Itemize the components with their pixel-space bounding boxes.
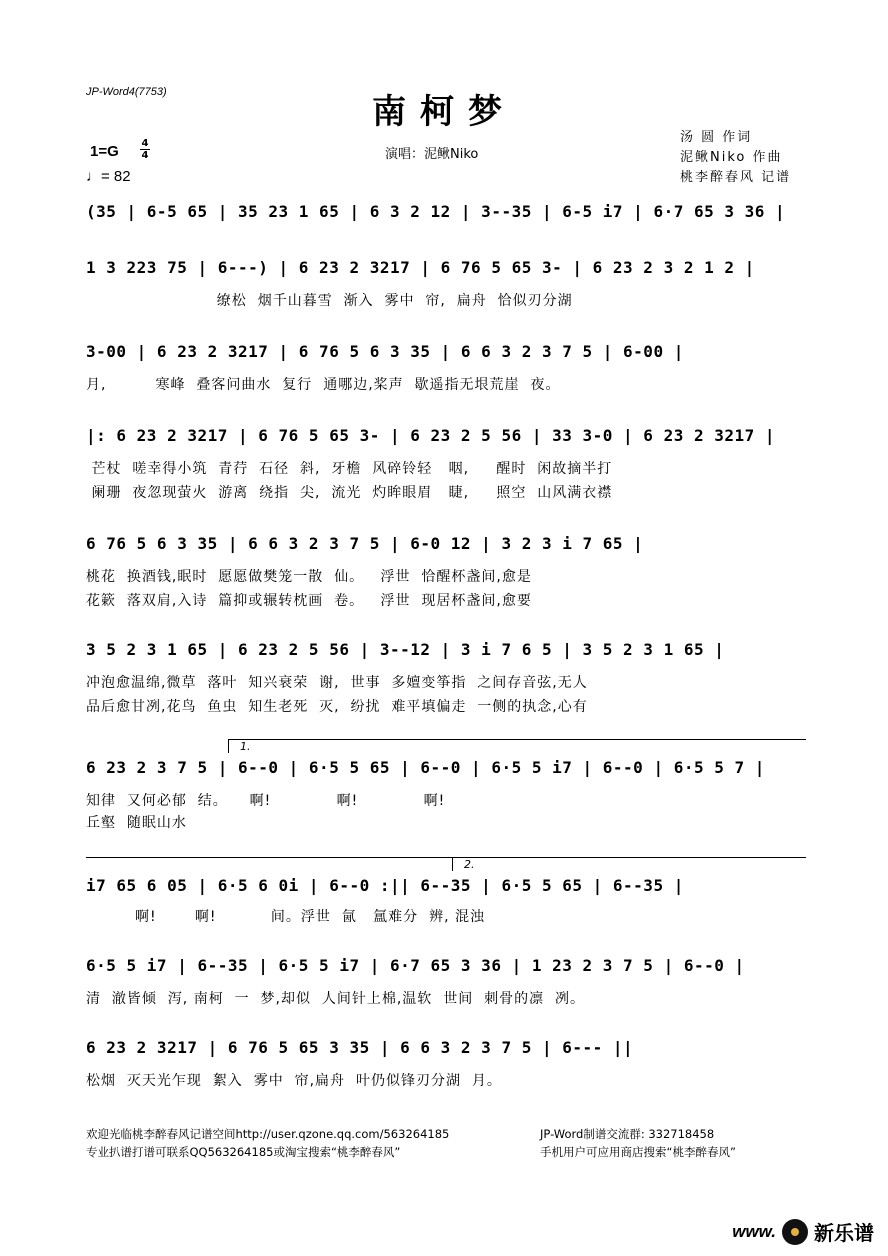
lyric-row-6a: 冲泡愈温绵,微草 落叶 知兴衰荣 谢, 世事 多嬗变筝指 之间存音弦,无人 (86, 675, 588, 691)
notation-row-6: 3 5 2 3 1 65 | 6 23 2 5 56 | 3--12 | 3 i 7 6 5 | 3 5 2 3 1 65 | (86, 640, 725, 659)
lyric-row-7b: 丘壑 随眠山水 (86, 815, 187, 831)
volta-2-hook (452, 857, 453, 871)
tempo-marking: ♩= 82 (86, 168, 131, 185)
lyric-row-5b: 花簌 落双肩,入诗 篇抑或辗转枕画 卷。 浮世 现居杯盏间,愈要 (86, 593, 532, 609)
lyric-row-7a: 知律 又何必郁 结。 啊! 啊! 啊! (86, 793, 446, 809)
lyric-row-8a: 啊! 啊! 间。浮世 氤 氲难分 辨, 混浊 (86, 909, 485, 925)
time-signature (140, 139, 150, 160)
lyric-row-2a: 缭松 烟千山暮雪 渐入 雾中 帘, 扁舟 恰似刃分湖 (86, 293, 573, 309)
volta-1-continuation (86, 857, 456, 858)
time-sig-top: 4 (141, 138, 149, 149)
notation-row-7: 6 23 2 3 7 5 | 6--0 | 6·5 5 65 | 6--0 | 6·5 5 i7 | 6--0 | 6·5 5 7 | (86, 758, 765, 777)
notation-row-4: |: 6 23 2 3217 | 6 76 5 65 3- | 6 23 2 5 56 | 33 3-0 | 6 23 2 3217 | (86, 426, 776, 445)
volta-1-bracket (228, 739, 806, 740)
lyric-row-6b: 品后愈甘冽,花鸟 鱼虫 知生老死 灭, 纷扰 难平填偏走 一侧的执念,心有 (86, 699, 588, 715)
notation-row-10: 6 23 2 3217 | 6 76 5 65 3 35 | 6 6 3 2 3 7 5 | 6--- || (86, 1038, 634, 1057)
lyricist-credit: 汤 圆 作词 (680, 130, 753, 145)
composer-credit: 泥鳅Niko 作曲 (680, 150, 783, 165)
notation-row-9: 6·5 5 i7 | 6--35 | 6·5 5 i7 | 6·7 65 3 36 | 1 23 2 3 7 5 | 6--0 | (86, 956, 745, 975)
watermark-www: www. (732, 1221, 776, 1241)
footer-line1-left: 欢迎光临桃李醉春风记谱空间http://user.qzone.qq.com/563264185 (86, 1127, 450, 1141)
volta-2-bracket (452, 857, 806, 858)
vinyl-disc-icon (782, 1219, 808, 1245)
lyric-row-5a: 桃花 换酒钱,眠时 愿愿做樊笼一散 仙。 浮世 恰醒杯盏间,愈是 (86, 569, 532, 585)
notation-row-3: 3-00 | 6 23 2 3217 | 6 76 5 6 3 35 | 6 6 3 2 3 7 5 | 6-00 | (86, 342, 684, 361)
lyric-row-9a: 清 澈皆倾 泻, 南柯 一 梦,却似 人间针上棉,温软 世间 刺骨的凛 冽。 (86, 991, 586, 1007)
key-signature: 1=G (90, 143, 119, 160)
volta-1-label: 1. (240, 740, 251, 753)
watermark-brand: 新乐谱 (814, 1221, 874, 1245)
site-watermark (732, 1217, 874, 1246)
notation-row-8: i7 65 6 05 | 6·5 6 0i | 6--0 :|| 6--35 | 6·5 5 65 | 6--35 | (86, 876, 684, 895)
transcriber-credit: 桃李醉春风 记谱 (680, 170, 792, 185)
lyric-row-4a: 芒杖 嗟幸得小筑 青荇 石径 斜, 牙檐 风碎铃轻 咽, 醒时 闲故摘半打 (86, 461, 613, 477)
lyric-row-10a: 松烟 灭天光乍现 絮入 雾中 帘,扁舟 叶仍似锋刃分湖 月。 (86, 1073, 502, 1089)
singer-credit: 演唱：泥鳅Niko (385, 147, 479, 162)
time-sig-bottom: 4 (141, 150, 149, 161)
footer-line2-right: 手机用户可应用商店搜索“桃李醉春风” (540, 1145, 736, 1159)
volta-2-label: 2. (464, 858, 475, 871)
software-tag: JP-Word4(7753) (86, 86, 167, 98)
notation-row-2: 1 3 223 75 | 6---) | 6 23 2 3217 | 6 76 5 65 3- | 6 23 2 3 2 1 2 | (86, 258, 755, 277)
notation-row-5: 6 76 5 6 3 35 | 6 6 3 2 3 7 5 | 6-0 12 | 3 2 3 i 7 65 | (86, 534, 644, 553)
footer-line1-right: JP-Word制谱交流群: 332718458 (540, 1127, 715, 1141)
volta-1-hook (228, 739, 229, 753)
footer-line2-left: 专业扒谱打谱可联系QQ563264185或淘宝搜索“桃李醉春风” (86, 1145, 401, 1159)
notation-row-1: (35 | 6-5 65 | 35 23 1 65 | 6 3 2 12 | 3--35 | 6-5 i7 | 6·7 65 3 36 | (86, 202, 786, 221)
song-title: 南柯梦 (372, 92, 516, 132)
lyric-row-4b: 阑珊 夜忽现萤火 游离 绕指 尖, 流光 灼眸眼眉 睫, 照空 山风满衣襟 (86, 485, 613, 501)
lyric-row-3a: 月, 寒峰 叠客问曲水 复行 通哪边,桨声 歇遥指无垠荒崖 夜。 (86, 377, 561, 393)
